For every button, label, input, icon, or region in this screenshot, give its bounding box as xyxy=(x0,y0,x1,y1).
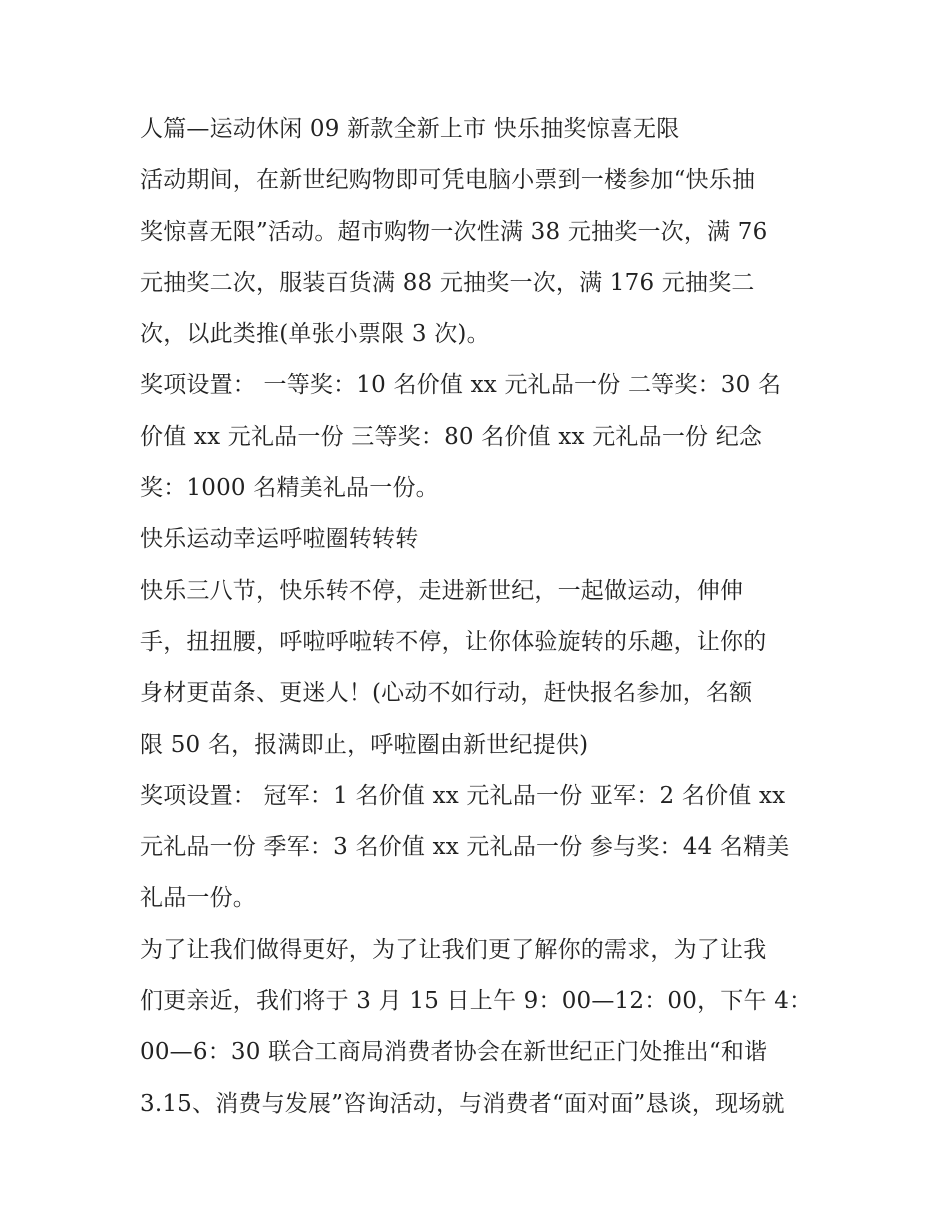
text-line: 元礼品一份 季军：3 名价值 xx 元礼品一份 参与奖：44 名精美 xyxy=(140,834,790,861)
text-line: 00—6：30 联合工商局消费者协会在新世纪正门处推出“和谐 xyxy=(140,1039,768,1066)
text-line: 人篇—运动休闲 09 新款全新上市 快乐抽奖惊喜无限 xyxy=(140,116,680,142)
text-line: 限 50 名，报满即止，呼啦圈由新世纪提供) xyxy=(140,731,589,758)
text-line: 价值 xx 元礼品一份 三等奖：80 名价值 xx 元礼品一份 纪念 xyxy=(140,423,763,450)
text-line: 快乐运动幸运呼啦圈转转转 xyxy=(140,526,419,553)
text-line: 奖项设置： 冠军：1 名价值 xx 元礼品一份 亚军：2 名价值 xx xyxy=(140,782,786,809)
document-body xyxy=(140,104,820,1130)
text-line: 元抽奖二次，服装百货满 88 元抽奖一次，满 176 元抽奖二 xyxy=(140,269,755,296)
text-line: 奖项设置： 一等奖：10 名价值 xx 元礼品一份 二等奖：30 名 xyxy=(140,372,782,399)
text-line: 礼品一份。 xyxy=(140,885,256,912)
text-line: 手，扭扭腰，呼啦呼啦转不停，让你体验旋转的乐趣，让你的 xyxy=(140,628,767,655)
text-line: 身材更苗条、更迷人！(心动不如行动，赶快报名参加，名额 xyxy=(140,680,753,707)
text-line: 快乐三八节，快乐转不停，走进新世纪，一起做运动，伸伸 xyxy=(140,577,744,604)
text-line: 奖惊喜无限”活动。超市购物一次性满 38 元抽奖一次，满 76 xyxy=(140,218,768,245)
text-line: 次，以此类推(单张小票限 3 次)。 xyxy=(140,321,490,348)
text-line: 为了让我们做得更好，为了让我们更了解你的需求，为了让我 xyxy=(140,936,767,963)
text-line: 们更亲近，我们将于 3 月 15 日上午 9：00—12：00，下午 4： xyxy=(140,988,813,1015)
text-line: 活动期间，在新世纪购物即可凭电脑小票到一楼参加“快乐抽 xyxy=(140,167,756,194)
text-line: 3.15、消费与发展”咨询活动，与消费者“面对面”恳谈，现场就 xyxy=(140,1090,785,1117)
text-line: 奖：1000 名精美礼品一份。 xyxy=(140,475,439,502)
